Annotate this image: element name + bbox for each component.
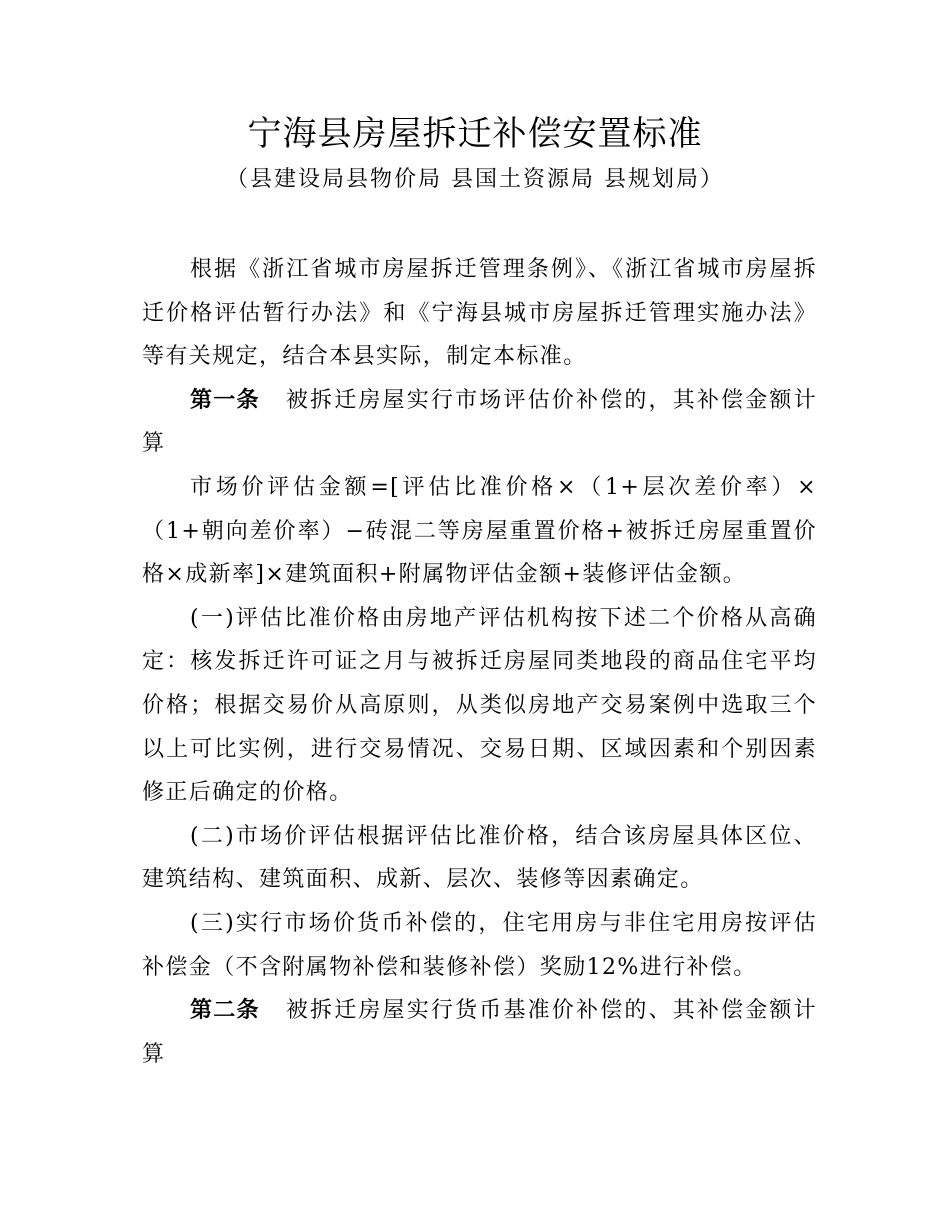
document-body xyxy=(142,248,817,1076)
document-subtitle: （县建设局县物价局 县国土资源局 县规划局） xyxy=(226,167,724,192)
paragraph-text: 被拆迁房屋实行市场评估价补偿的，其补偿金额计算 xyxy=(142,387,817,457)
paragraph-text: 市场价评估金额=[评估比准价格×（1+层次差价率）×（1+朝向差价率）−砖混二等房屋重置价格+被拆迁房屋重置价格×成新率]×建筑面积+附属物评估金额+装修评估金额。 xyxy=(142,474,817,588)
article-heading: 第二条 xyxy=(190,998,260,1024)
paragraph-clause-3 xyxy=(142,902,817,989)
paragraph-formula xyxy=(142,466,817,597)
article-heading: 第一条 xyxy=(190,387,260,413)
paragraph-text: 根据《浙江省城市房屋拆迁管理条例》、《浙江省城市房屋拆迁价格评估暂行办法》和《宁海县城市房屋拆迁管理实施办法》等有关规定，结合本县实际，制定本标准。 xyxy=(142,257,817,370)
paragraph-article-1 xyxy=(142,379,817,466)
paragraph-text: (三)实行市场价货币补偿的，住宅用房与非住宅用房按评估补偿金（不含附属物补偿和装修补偿）奖励12%进行补偿。 xyxy=(142,910,817,980)
paragraph-preamble xyxy=(142,248,817,379)
paragraph-clause-1 xyxy=(142,597,817,815)
paragraph-clause-2 xyxy=(142,815,817,902)
document-title: 宁海县房屋拆迁补偿安置标准 xyxy=(247,114,703,154)
paragraph-text: (二)市场价评估根据评估比准价格，结合该房屋具体区位、建筑结构、建筑面积、成新、层次、装修等因素确定。 xyxy=(142,823,817,893)
paragraph-article-2 xyxy=(142,989,817,1076)
paragraph-text: 被拆迁房屋实行货币基准价补偿的、其补偿金额计算 xyxy=(142,998,817,1067)
paragraph-text: (一)评估比准价格由房地产评估机构按下述二个价格从高确定：核发拆迁许可证之月与被拆迁房屋同类地段的商品住宅平均价格；根据交易价从高原则，从类似房地产交易案例中选取三个以上可比实例，进行交易情况、交易日期、区域因素和个别因素修正后确定的价格。 xyxy=(142,605,817,806)
